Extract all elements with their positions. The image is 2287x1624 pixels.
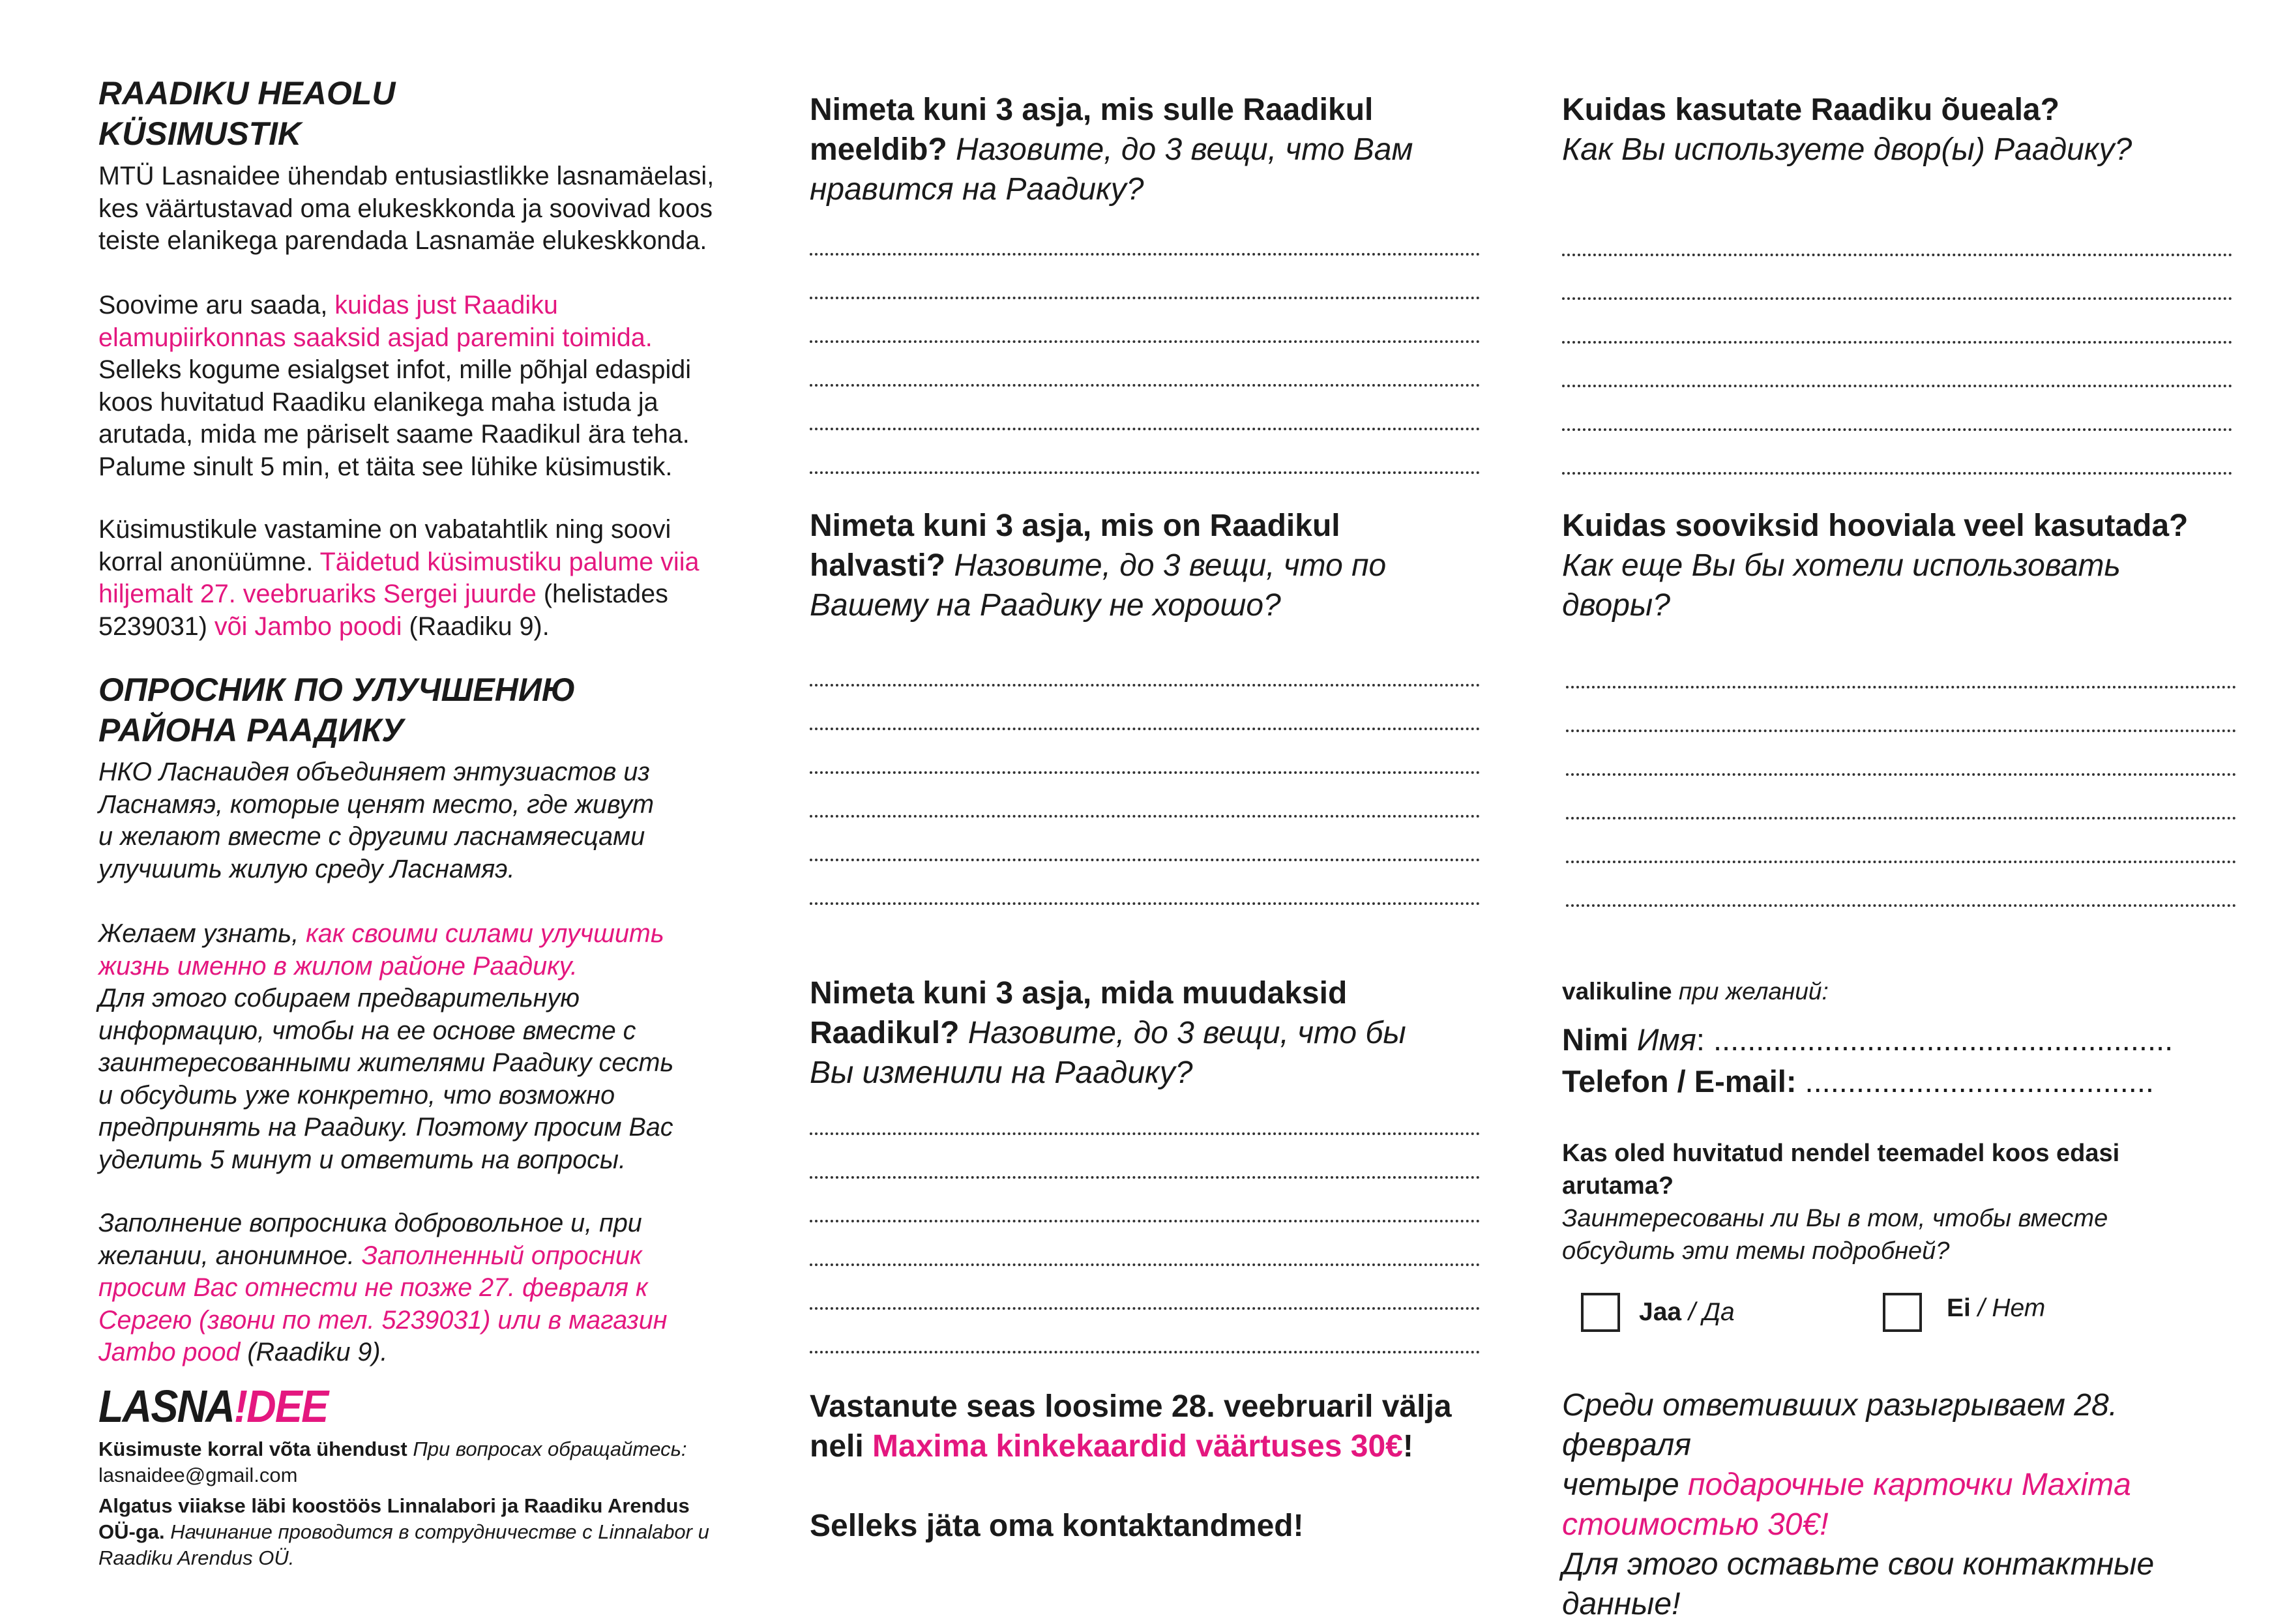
answer-line[interactable] [1562, 341, 2232, 344]
answer-line[interactable] [1566, 817, 2236, 819]
answer-line[interactable] [810, 1351, 1480, 1353]
question-yard-wishes: Kuidas sooviksid hooviala veel kasutada? Как еще Вы бы хотели использовать дворы? [1562, 509, 2189, 623]
optional-label: valikuline при желаний: [1562, 978, 1829, 1005]
ru-intro-paragraph: НКО Ласнаидея объединяет энтузиастов из Ласнамяэ, которые ценят место, где живут и желают вместе с другими ласнамяесцами улучшить жилую среду Ласнамяэ. [98, 758, 654, 883]
question-yard-use: Kuidas kasutate Raadiku õueala? Как Вы используете двор(ы) Раадику? [1562, 93, 2132, 167]
no-checkbox[interactable] [1883, 1293, 1922, 1332]
phone-email-field[interactable]: Telefon / E-mail: ......................................... [1562, 1064, 2154, 1099]
yes-checkbox[interactable] [1581, 1293, 1620, 1332]
ru-purpose-paragraph: Желаем узнать, как своими силами улучшить жизнь именно в жилом районе Раадику. Для этого собираем предварительную информацию, чтобы на ее основе вместе с заинтересованными жителями Раадику сесть и обсудить уже конкретно, что возможно предпринять на Раадику. Поэтому просим Вас уделить 5 минут и ответить на вопросы. [98, 919, 674, 1174]
answer-line[interactable] [810, 384, 1480, 387]
answer-line[interactable] [810, 684, 1480, 687]
answer-line[interactable] [810, 771, 1480, 774]
answer-line[interactable] [810, 297, 1480, 299]
answer-line[interactable] [1566, 730, 2236, 732]
contact-info: Küsimuste korral võta ühendust При вопросах обращайтесь: lasnaidee@gmail.com [98, 1436, 687, 1488]
leave-contacts-et: Selleks jäta oma kontaktandmed! [810, 1509, 1304, 1543]
question-dislikes: Nimeta kuni 3 asja, mis on Raadikul halvasti? Назовите, до 3 вещи, что по Вашему на Раадику не хорошо? [810, 509, 1387, 623]
answer-line[interactable] [810, 428, 1480, 430]
et-title: RAADIKU HEAOLU KÜSIMUSTIK [98, 75, 396, 152]
answer-line[interactable] [810, 340, 1480, 343]
question-likes: Nimeta kuni 3 asja, mis sulle Raadikul meeldib? Назовите, до 3 вещи, что Вам нравится на Раадику? [810, 93, 1413, 207]
contact-fields [1562, 1019, 2173, 1102]
answer-line[interactable] [1562, 472, 2232, 475]
answer-line[interactable] [1566, 861, 2236, 863]
answer-line[interactable] [810, 1263, 1480, 1266]
answer-line[interactable] [1566, 904, 2236, 907]
answer-line[interactable] [810, 815, 1480, 818]
answer-line[interactable] [1566, 686, 2236, 688]
lasnaidee-logo: LASNA!DEE [98, 1381, 328, 1432]
credits: Algatus viiakse läbi koostöös Linnalabori ja Raadiku Arendus OÜ-ga. Начинание проводится в сотрудничестве с Linnalabor и Raadiku Arendus OÜ. [98, 1494, 709, 1569]
answer-line[interactable] [1562, 297, 2232, 300]
et-intro-paragraph: MTÜ Lasnaidee ühendab entusiastlikke lasnamäelasi, kes väärtustavad oma elukeskkonda ja soovivad koos teiste elanikega parendada Lasnamäe elukeskkonda. [98, 162, 715, 255]
answer-line[interactable] [810, 1176, 1480, 1179]
answer-line[interactable] [810, 859, 1480, 861]
answer-line[interactable] [810, 728, 1480, 730]
answer-line[interactable] [810, 902, 1480, 905]
contact-email: lasnaidee@gmail.com [98, 1464, 298, 1486]
answer-line[interactable] [810, 471, 1480, 474]
answer-line[interactable] [810, 1307, 1480, 1310]
answer-line[interactable] [1562, 428, 2232, 431]
yes-label: Jaa / Да [1639, 1298, 1735, 1326]
interest-question: Kas oled huvitatud nendel teemadel koos edasi arutama? Заинтересованы ли Вы в том, чтобы вместе обсудить эти темы подробней? [1562, 1140, 2120, 1265]
name-field[interactable]: Nimi Имя: ...................................................... [1562, 1022, 2174, 1057]
answer-line[interactable] [810, 253, 1480, 256]
answer-line[interactable] [810, 1132, 1480, 1135]
prize-announcement-et: Vastanute seas loosime 28. veebruaril välja neli Maxima kinkekaardid väärtuses 30€! [810, 1389, 1452, 1464]
answer-line[interactable] [1562, 254, 2232, 256]
answer-line[interactable] [1562, 385, 2232, 387]
et-purpose-paragraph: Soovime aru saada, kuidas just Raadiku elamupiirkonnas saaksid asjad paremini toimida. Selleks kogume esialgset infot, mille põhjal edaspidi koos huvitatud Raadiku elanikega maha istuda ja arutada, mida me päriselt saame Raadikul ära teha. Palume sinult 5 min, et täita see lühike küsimustik. [98, 291, 692, 481]
no-label: Ei / Нет [1947, 1294, 2046, 1322]
prize-announcement-ru: Среди ответивших разыгрываем 28. февраля четыре подарочные карточки Maxima стоимостью 30€! Для этого оставьте свои контактные данные! [1562, 1388, 2155, 1621]
answer-line[interactable] [810, 1220, 1480, 1222]
ru-return-paragraph: Заполнение вопросника добровольное и, при желании, анонимное. Заполненный опросник просим Вас отнести не позже 27. февраля к Сергею (звони по тел. 5239031) или в магазин Jambo pood (Raadiku 9). [98, 1209, 668, 1366]
ru-title: ОПРОСНИК ПО УЛУЧШЕНИЮ РАЙОНА РААДИКУ [98, 672, 576, 748]
question-changes: Nimeta kuni 3 asja, mida muudaksid Raadikul? Назовите, до 3 вещи, что бы Вы изменили на Раадику? [810, 976, 1406, 1090]
answer-line[interactable] [1566, 773, 2236, 776]
et-return-paragraph: Küsimustikule vastamine on vabatahtlik ning soovi korral anonüümne. Täidetud küsimustiku palume viia hiljemalt 27. veebruariks Sergei juurde (helistades 5239031) või Jambo poodi (Raadiku 9). [98, 515, 700, 641]
